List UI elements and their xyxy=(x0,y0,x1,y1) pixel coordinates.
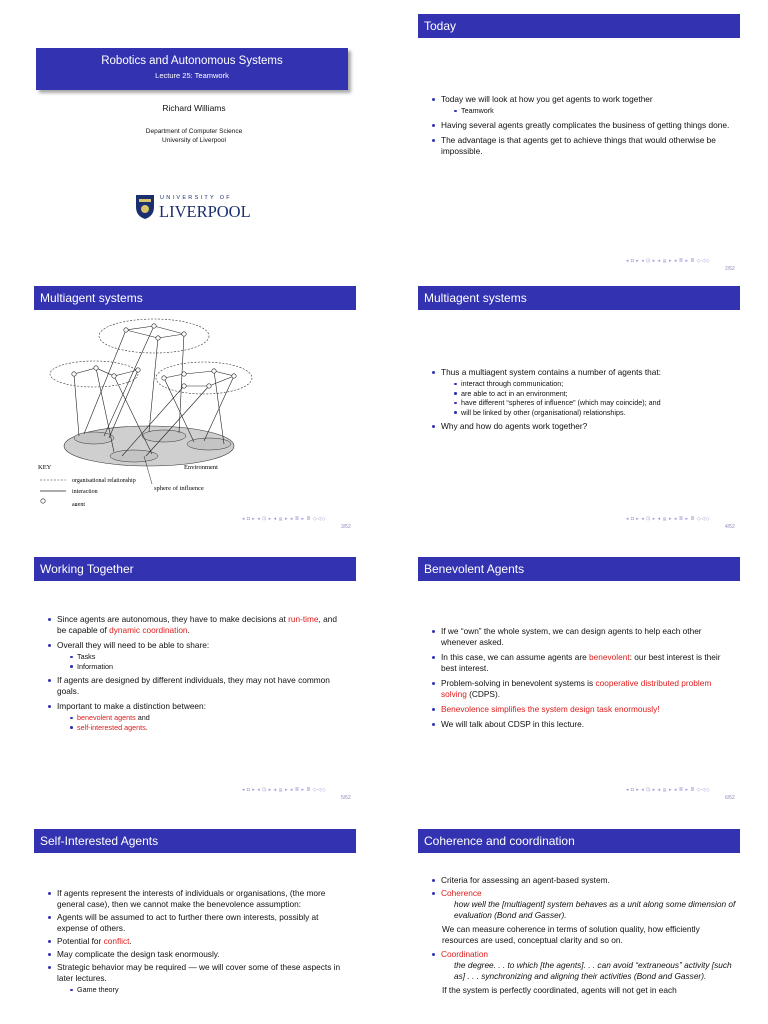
list-item: benevolent agents and xyxy=(69,713,348,723)
list-item: Information xyxy=(69,662,348,672)
slide-header: Coherence and coordination xyxy=(418,829,740,853)
slide-header: Today xyxy=(418,14,740,38)
key-agent-label: agent xyxy=(72,502,85,506)
list-item: Coordination xyxy=(432,949,736,960)
page-number: 2/52 xyxy=(725,266,735,272)
bullet-list xyxy=(432,949,736,960)
list-item: May complicate the design task enormously. xyxy=(48,949,350,960)
coherence-text: We can measure coherence in terms of solution quality, how efficiently resources are used, conceptual clarity and so on. xyxy=(442,924,700,945)
beamer-nav[interactable]: ◂ ◘ ▸ ◂ ⊡ ▸ ◂ ≧ ▸ ◂ ≣ ▸ ≣ ◇◁◇ xyxy=(242,516,326,522)
list-item: Agents will be assumed to act to further there own interests, possibly at expense of others. xyxy=(48,912,350,934)
slide-today xyxy=(418,14,754,272)
lecture-title: Robotics and Autonomous Systems xyxy=(101,55,283,67)
title-box xyxy=(36,48,348,90)
beamer-nav[interactable]: ◂ ◘ ▸ ◂ ⊡ ▸ ◂ ≧ ▸ ◂ ≣ ▸ ≣ ◇◁◇ xyxy=(626,787,710,793)
list-item: Important to make a distinction between: benevolent agents and self-interested agents. xyxy=(48,701,348,732)
list-item: Thus a multiagent system contains a number of agents that: interact through communication; are able to act in an environment; have different “spheres of influence” (which may coincide); and will be linked by other (organisational) relationships. xyxy=(432,367,732,417)
bullet-list xyxy=(432,626,732,734)
beamer-nav[interactable]: ◂ ◘ ▸ ◂ ⊡ ▸ ◂ ≧ ▸ ◂ ≣ ▸ ≣ ◇◁◇ xyxy=(626,516,710,522)
multiagent-diagram xyxy=(34,316,334,506)
environment-label: Environment xyxy=(184,464,218,471)
list-item: Having several agents greatly complicates the business of getting things done. xyxy=(432,120,732,131)
slide-multiagent-text xyxy=(418,286,754,536)
list-item: If agents represent the interests of individuals or organisations, (the more general case), then we cannot make the benevolence assumption: xyxy=(48,888,350,910)
page-number: 4/52 xyxy=(725,524,735,530)
list-item: Overall they will need to be able to share: Tasks Information xyxy=(48,640,348,671)
list-item: self-interested agents. xyxy=(69,723,348,733)
list-item: Coherence xyxy=(432,888,736,899)
slide-benevolent-agents xyxy=(418,557,754,807)
crest-icon xyxy=(135,194,155,220)
list-item: The advantage is that agents get to achieve things that would otherwise be impossible. xyxy=(432,135,732,157)
list-item: Today we will look at how you get agents to work together Teamwork xyxy=(432,94,732,116)
list-item: Game theory xyxy=(69,985,350,995)
list-item: Tasks xyxy=(69,652,348,662)
logo-main-text: LIVERPOOL xyxy=(159,202,251,221)
slide-header: Multiagent systems xyxy=(34,286,356,310)
key-org-label: organisational relationship xyxy=(72,478,136,484)
lecture-subtitle: Lecture 25: Teamwork xyxy=(155,71,229,80)
slide-header: Multiagent systems xyxy=(418,286,740,310)
key-interaction-label: interaction xyxy=(72,489,98,495)
bullet-list xyxy=(432,367,732,436)
slide-coherence xyxy=(418,829,754,1024)
coordination-definition: the degree. . . to which [the agents]. . . can avoid “extraneous” activity [such as] . . . synchronizing and aligning their activities (Bond and Gasser). xyxy=(454,960,732,981)
slide-header: Benevolent Agents xyxy=(418,557,740,581)
list-item: Benevolence simplifies the system design task enormously! xyxy=(432,704,732,715)
list-item: If we “own” the whole system, we can design agents to help each other whenever asked. xyxy=(432,626,732,648)
page-number: 5/52 xyxy=(341,795,351,801)
author: Richard Williams xyxy=(162,103,226,113)
page-number: 3/52 xyxy=(341,524,351,530)
list-item: Criteria for assessing an agent-based system. xyxy=(432,875,736,886)
bullet-list xyxy=(432,94,732,161)
slide-working-together xyxy=(34,557,370,807)
slide-header: Working Together xyxy=(34,557,356,581)
list-item: Potential for conflict. xyxy=(48,936,350,947)
list-item: Problem-solving in benevolent systems is cooperative distributed problem solving (CDPS). xyxy=(432,678,732,700)
slide-header: Self-Interested Agents xyxy=(34,829,356,853)
sphere-label: sphere of influence xyxy=(154,485,204,492)
key-label: KEY xyxy=(38,464,52,471)
department: Department of Computer Science xyxy=(145,128,243,135)
page-number: 6/52 xyxy=(725,795,735,801)
bullet-list xyxy=(432,875,736,899)
slide-body xyxy=(432,875,736,999)
coherence-definition: how well the [multiagent] system behaves as a unit along some dimension of evaluation (Bond and Gasser). xyxy=(454,899,736,920)
list-item: In this case, we can assume agents are benevolent: our best interest is their best interest. xyxy=(432,652,732,674)
slide-self-interested xyxy=(34,829,370,1024)
university: University of Liverpool xyxy=(162,137,226,144)
university-logo xyxy=(135,194,255,224)
beamer-nav[interactable]: ◂ ◘ ▸ ◂ ⊡ ▸ ◂ ≧ ▸ ◂ ≣ ▸ ≣ ◇◁◇ xyxy=(242,787,326,793)
list-item: have different “spheres of influence” (which may coincide); and xyxy=(453,398,732,408)
list-item: will be linked by other (organisational) relationships. xyxy=(453,408,732,418)
list-item: Teamwork xyxy=(453,106,732,116)
list-item: interact through communication; xyxy=(453,379,732,389)
list-item: We will talk about CDSP in this lecture. xyxy=(432,719,732,730)
list-item: If agents are designed by different individuals, they may not have common goals. xyxy=(48,675,348,697)
logo-top-text: UNIVERSITY OF xyxy=(160,195,232,201)
bullet-list xyxy=(48,888,350,995)
list-item: Since agents are autonomous, they have to make decisions at run-time, and be capable of dynamic coordination. xyxy=(48,614,348,636)
list-item: are able to act in an environment; xyxy=(453,389,732,399)
bullet-list xyxy=(48,614,348,736)
beamer-nav[interactable]: ◂ ◘ ▸ ◂ ⊡ ▸ ◂ ≧ ▸ ◂ ≣ ▸ ≣ ◇◁◇ xyxy=(626,258,710,264)
slide-title xyxy=(34,48,370,298)
list-item: Why and how do agents work together? xyxy=(432,421,732,432)
list-item: Strategic behavior may be required — we will cover some of these aspects in later lectures. Game theory xyxy=(48,962,350,995)
slide-multiagent-diagram xyxy=(34,286,370,536)
coordination-text: If the system is perfectly coordinated, agents will not get in each xyxy=(442,985,677,995)
